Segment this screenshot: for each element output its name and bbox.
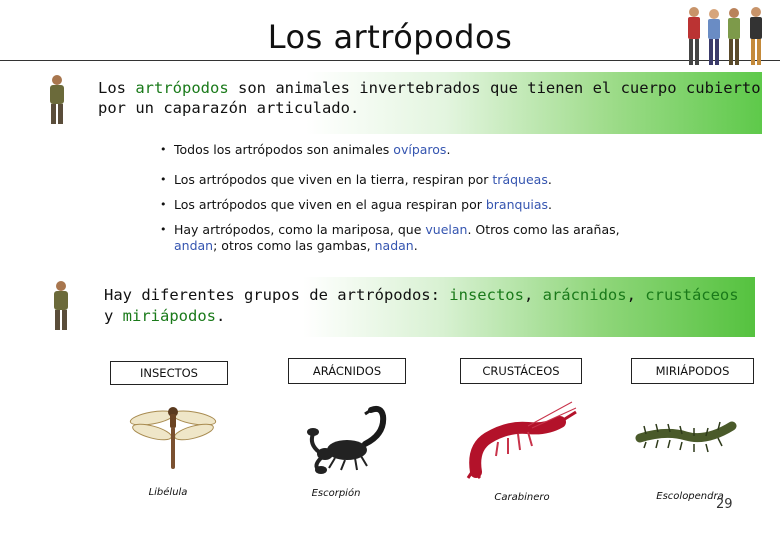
group-label-miriapodos: MIRIÁPODOS <box>631 358 754 384</box>
caption-escolopendra: Escolopendra <box>656 491 724 502</box>
caption-escorpion: Escorpión <box>311 488 361 499</box>
groups-intro-text: Hay diferentes grupos de artrópodos: insectos, arácnidos, crustáceos y miriápodos. <box>104 286 739 325</box>
student-avatar-icon <box>46 74 68 130</box>
student-figure-1 <box>688 7 700 65</box>
student-figure-3 <box>728 8 740 65</box>
intro-text: Los artrópodos son animales invertebrados que tienen el cuerpo cubierto por un caparazón articulado. <box>98 79 761 117</box>
bullet-icon: • <box>160 143 167 156</box>
title-divider <box>0 60 780 61</box>
group-label-crustaceos: CRUSTÁCEOS <box>460 358 582 384</box>
student-avatar-icon <box>50 280 72 336</box>
bullet-icon: • <box>160 198 167 211</box>
bullet-icon: • <box>160 223 167 236</box>
bullet-icon: • <box>160 173 167 186</box>
page-number: 29 <box>716 497 733 512</box>
group-label-insectos: INSECTOS <box>110 361 228 385</box>
keyword-artropodos: artrópodos <box>135 79 229 97</box>
students-group-image <box>682 4 778 70</box>
caption-libelula: Libélula <box>148 487 188 498</box>
centipede-icon <box>636 414 736 458</box>
shrimp-icon <box>468 398 578 482</box>
page-title: Los artrópodos <box>267 18 513 56</box>
group-label-aracnidos: ARÁCNIDOS <box>288 358 406 384</box>
student-figure-2 <box>708 9 720 65</box>
student-figure-4 <box>750 7 762 65</box>
scorpion-icon <box>305 404 395 478</box>
dragonfly-icon <box>128 400 218 476</box>
caption-carabinero: Carabinero <box>494 492 550 503</box>
